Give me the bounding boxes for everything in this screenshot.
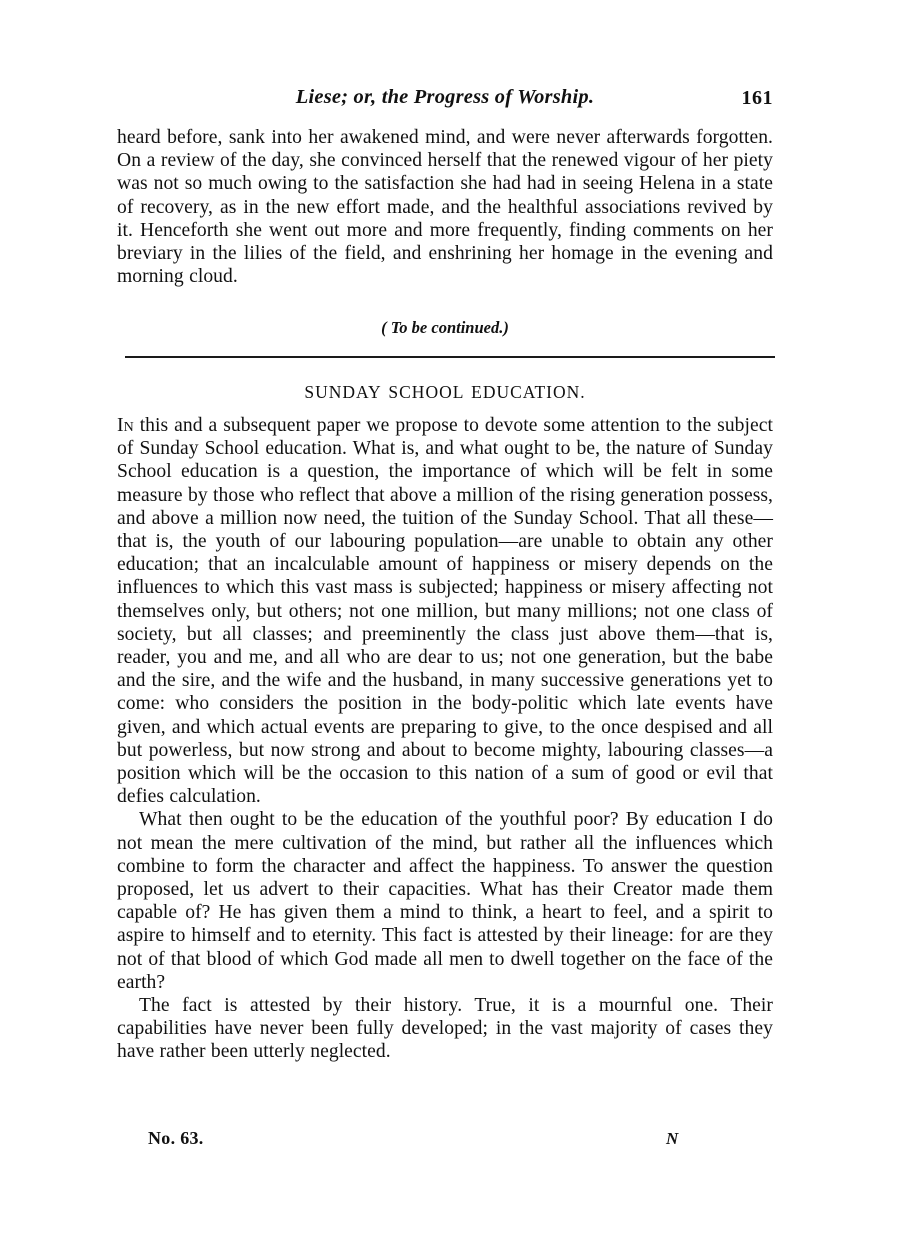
continued-article-text [117,126,773,288]
section-divider-rule [125,356,775,358]
paragraph: heard before, sank into her awakened mind, and were never afterwards forgotten. On a review of the day, she convinced herself that the renewed vigour of her piety was not so much owing to the satisfaction she had had in seeing Helena in a state of recovery, as in the new effort made, and the healthful associations revived by it. Henceforth she went out more and more frequently, finding comments on her breviary in the lilies of the field, and enshrining her homage in the evening and morning cloud. [117,127,773,288]
to-be-continued-note: ( To be continued.) [381,318,509,337]
article-body [117,414,773,1064]
signature-mark: N [666,1129,679,1148]
page-number: 161 [741,87,773,109]
running-head-title: Liese; or, the Progress of Worship. [295,86,595,108]
paragraph: In this and a subsequent paper we propose to devote some attention to the subject of Sunday School education. What is, and what ought to be, the nature of Sunday School education is a question, the importance of which will be felt in some measure by those who reflect that above a million of the rising generation possess, and above a million now need, the tuition of the Sunday School. That all these—that is, the youth of our labouring population—are unable to obtain any other education; that an incalculable amount of happiness or misery depends on the influences to which this vast mass is subjected; happiness or misery affecting not themselves only, but others; not one million, but many millions; not one class of society, but all classes; and preeminently the class just above them—that is, reader, you and me, and all who are dear to us; not one generation, but the babe and the sire, and the wife and the husband, in many successive generations yet to come: who considers the position in the body-politic which late events have given, and which actual events are preparing to give, to the once despised and all but powerless, but now strong and about to become mighty, labouring classes—a position which will be the occasion to this nation of a sum of good or evil that defies calculation. [117,415,773,808]
section-heading: SUNDAY SCHOOL EDUCATION. [304,382,586,402]
issue-number: No. 63. [148,1128,204,1148]
paragraph: What then ought to be the education of the youthful poor? By education I do not mean the mere cultivation of the mind, but rather all the influences which combine to form the character and affect the happiness. To answer the question proposed, let us advert to their capacities. What has their Creator made them capable of? He has given them a mind to think, a heart to feel, and a spirit to aspire to himself and to eternity. This fact is attested by their lineage: for are they not of that blood of which God made all men to dwell together on the face of the earth? [117,809,773,993]
paragraph: The fact is attested by their history. True, it is a mournful one. Their capabilities have never been fully developed; in the vast majority of cases they have rather been utterly neglected. [117,995,773,1063]
running-head [117,86,773,116]
